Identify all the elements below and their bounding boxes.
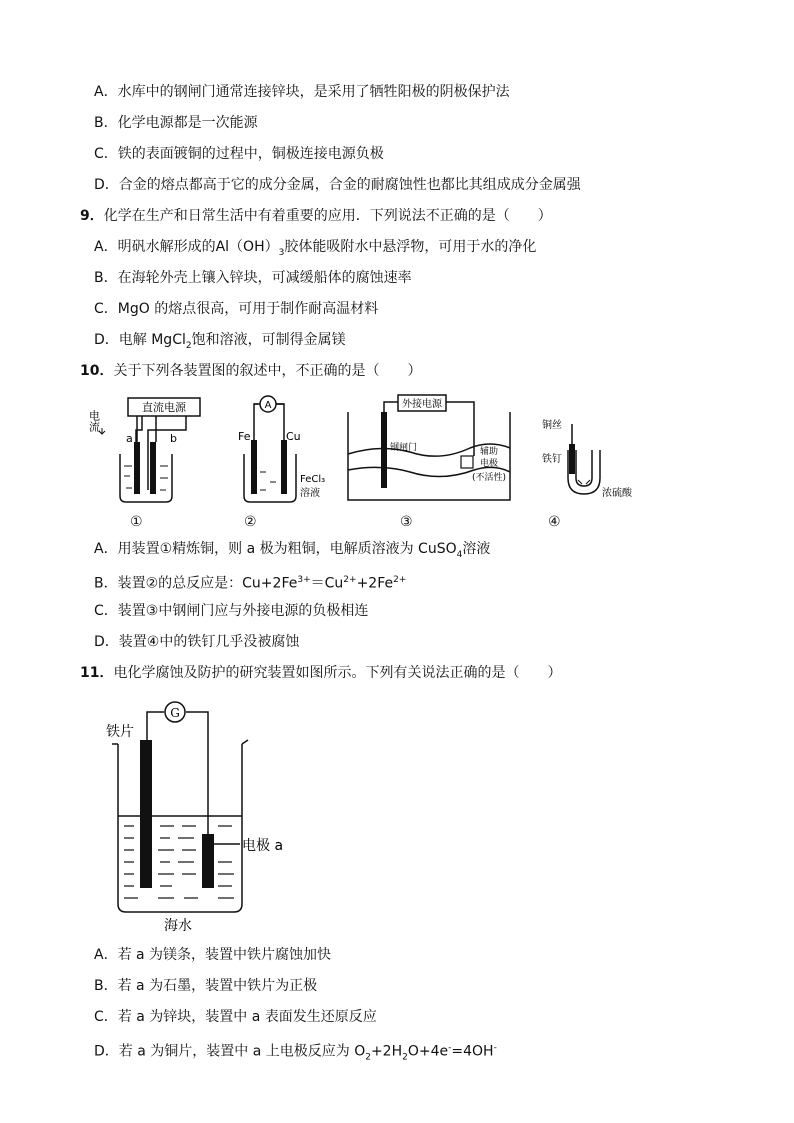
q11-option-d-sub2: 2 (402, 1052, 408, 1063)
fe-electrode (251, 440, 257, 494)
fecl3-label: FeCl₃ (300, 474, 326, 485)
q10-option-a-tail: 溶液 (462, 541, 491, 557)
q9-option-d-tail: 饱和溶液，可制得金属镁 (191, 332, 346, 348)
q11-option-a: A．若 a 为镁条，装置中铁片腐蚀加快 (94, 947, 332, 963)
electrode-a (134, 442, 140, 494)
q11-option-d-tail: =4OH (451, 1043, 494, 1060)
q9-number: 9． (80, 208, 104, 224)
solution-label: 溶液 (300, 488, 320, 499)
steel-gate (381, 412, 387, 488)
q9-option-d-sub: 2 (185, 340, 192, 351)
q10-option-b-sup3: 2+ (393, 575, 407, 585)
q10-option-b-mid: ＝Cu (310, 575, 344, 592)
q10-apparatus-figure (87, 392, 650, 532)
electrode-a (202, 834, 214, 888)
current-label: 电流 (87, 410, 101, 432)
iron-nail (569, 452, 575, 474)
q10-option-b-sup1: 3+ (297, 575, 311, 585)
q9-option-d-text: D．电解 MgCl (94, 332, 186, 348)
q10-option-a-text: A．用装置①精炼铜，则 a 极为粗铜，电解质溶液为 CuSO (94, 541, 457, 557)
q11-option-d (94, 1039, 497, 1066)
q8-option-d: D．合金的熔点都高于它的成分金属，合金的耐腐蚀性也都比其组成成分金属强 (94, 177, 581, 193)
iron-nail-label: 铁钉 (542, 454, 562, 465)
q9-option-a-text: A．明矾水解形成的Al（OH） (94, 239, 279, 255)
electrode-b-label: b (170, 432, 177, 445)
q9-option-a-tail: 胶体能吸附水中悬浮物，可用于水的净化 (284, 239, 537, 255)
device-4-number: ④ (548, 514, 561, 530)
seawater-label: 海水 (164, 918, 192, 934)
q9-stem (80, 207, 552, 225)
ammeter-label: A (264, 400, 272, 411)
q11-option-d-sub1: 2 (365, 1052, 371, 1063)
q10-option-b-mid2: +2Fe (356, 575, 394, 592)
device-2-number: ② (244, 514, 257, 530)
q10-option-c: C．装置③中钢闸门应与外接电源的负极相连 (94, 603, 369, 619)
electrode-b (150, 442, 156, 494)
ext-power-label: 外接电源 (402, 399, 442, 410)
conc-acid-label: 浓硫酸 (602, 488, 632, 499)
q10-option-a (94, 540, 490, 564)
q11-option-d-sup2: - (493, 1043, 497, 1053)
dc-power-label: 直流电源 (142, 401, 186, 414)
q11-option-d-mid: +2H (370, 1043, 403, 1060)
q10-stem (80, 362, 421, 380)
q9-option-d (94, 331, 346, 355)
q11-option-d-sup1: - (448, 1043, 452, 1053)
q11-option-b: B．若 a 为石墨，装置中铁片为正极 (94, 978, 318, 994)
q10-option-b-text: B．装置②的总反应是：Cu+2Fe (94, 575, 298, 592)
q8-option-a: A．水库中的钢闸门通常连接锌块，是采用了牺牲阳极的阴极保护法 (94, 84, 510, 100)
copper-wire-label: 铜丝 (542, 420, 562, 431)
electrode-a-label: a (126, 432, 133, 445)
q10-option-b (94, 571, 406, 593)
inert-label: (不活性) (472, 473, 507, 483)
q9-option-a (94, 238, 536, 262)
electrode-a-label: 电极 a (242, 838, 284, 854)
q11-stem (80, 664, 561, 682)
q8-option-b: B．化学电源都是一次能源 (94, 115, 258, 131)
q10-number: 10． (80, 363, 114, 379)
gate-label: 钢闸门 (390, 443, 418, 453)
q10-option-d: D．装置④中的铁钉几乎没被腐蚀 (94, 634, 300, 650)
cu-electrode (281, 440, 287, 494)
q11-option-d-text: D．若 a 为铜片，装置中 a 上电极反应为 O (94, 1043, 366, 1060)
cu-label: Cu (286, 430, 301, 443)
fe-label: Fe (238, 430, 251, 443)
galvanometer-label: G (170, 706, 180, 720)
q9-stem-text: 化学在生产和日常生活中有着重要的应用．下列说法不正确的是（ ） (103, 208, 552, 224)
device-3-number: ③ (400, 514, 413, 530)
q11-stem-text: 电化学腐蚀及防护的研究装置如图所示。下列有关说法正确的是（ ） (113, 665, 562, 681)
q11-number: 11． (80, 665, 114, 681)
q8-option-c: C．铁的表面镀铜的过程中，铜极连接电源负极 (94, 146, 384, 162)
device-1-number: ① (130, 514, 143, 530)
q11-option-c: C．若 a 为锌块，装置中 a 表面发生还原反应 (94, 1009, 377, 1025)
q11-option-d-mid2: O+4e (407, 1043, 449, 1060)
q9-option-a-sub: 3 (278, 247, 285, 258)
iron-sheet (140, 740, 152, 888)
q10-stem-text: 关于下列各装置图的叙述中，不正确的是（ ） (113, 363, 422, 379)
q11-apparatus-figure (100, 700, 300, 940)
q9-option-c: C．MgO 的熔点很高，可用于制作耐高温材料 (94, 301, 379, 317)
q9-option-b: B．在海轮外壳上镶入锌块，可减缓船体的腐蚀速率 (94, 270, 412, 286)
q10-option-b-sup2: 2+ (343, 575, 357, 585)
iron-sheet-label: 铁片 (106, 724, 134, 740)
aux-electrode (461, 456, 473, 468)
aux-label-1: 辅助 (480, 447, 499, 457)
aux-label-2: 电极 (480, 459, 499, 469)
q10-option-a-sub: 4 (456, 549, 463, 560)
